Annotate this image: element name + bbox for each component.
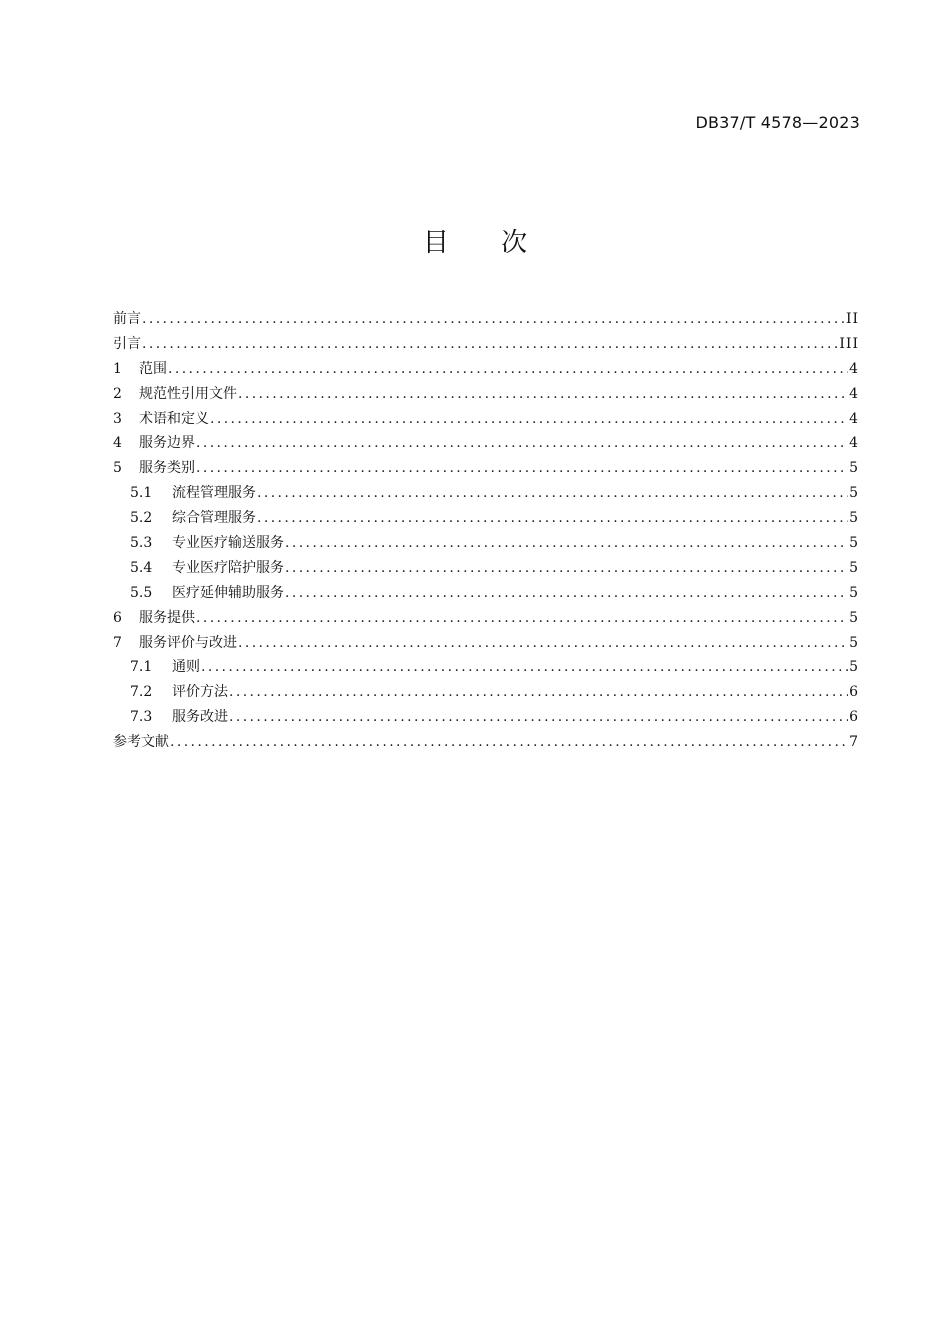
toc-entry-number: 5.5 (130, 584, 153, 601)
toc-dot-leader (229, 680, 848, 705)
toc-entry-page: 4 (849, 385, 859, 402)
toc-entry[interactable] (113, 680, 859, 705)
toc-dot-leader (238, 382, 848, 407)
toc-entry-label: 范围 (139, 360, 167, 377)
toc-entry-page: 4 (849, 360, 859, 377)
toc-entry-page: 5 (849, 510, 859, 527)
toc-entry-page: III (839, 335, 859, 352)
toc-entry-label: 通则 (172, 659, 200, 676)
toc-entry-label: 规范性引用文件 (139, 385, 237, 402)
toc-entry[interactable] (113, 382, 859, 407)
toc-entry-label: 综合管理服务 (172, 510, 256, 527)
toc-entry-page: 7 (849, 734, 859, 751)
toc-entry-page: 5 (849, 634, 859, 651)
toc-entry-label: 前言 (113, 311, 141, 327)
toc-entry-number: 7.1 (130, 659, 153, 676)
toc-entry-number: 4 (113, 435, 122, 452)
toc-entry-label: 评价方法 (172, 684, 228, 701)
toc-entry[interactable] (113, 606, 859, 631)
toc-entry-number: 7 (113, 634, 122, 651)
toc-dot-leader (168, 357, 848, 382)
toc-dot-leader (257, 481, 848, 506)
toc-entry-page: 5 (849, 535, 859, 552)
toc-entry[interactable] (113, 730, 859, 755)
toc-entry-number: 5.1 (130, 485, 153, 502)
toc-entry[interactable] (113, 631, 859, 656)
toc-entry-number: 1 (113, 360, 122, 377)
toc-dot-leader (196, 606, 848, 631)
toc-entry[interactable] (113, 407, 859, 432)
toc-dot-leader (142, 332, 838, 357)
toc-entry-page: 6 (849, 684, 859, 701)
toc-dot-leader (285, 556, 848, 581)
toc-entry[interactable] (113, 531, 859, 556)
toc-entry[interactable] (113, 332, 859, 357)
toc-dot-leader (196, 431, 848, 456)
toc-dot-leader (238, 631, 848, 656)
toc-entry-number: 5.3 (130, 535, 153, 552)
toc-entry-label: 服务提供 (139, 609, 195, 626)
toc-dot-leader (142, 307, 845, 332)
toc-entry-label: 服务评价与改进 (139, 634, 237, 651)
toc-entry-number: 7.2 (130, 684, 153, 701)
toc-dot-leader (196, 456, 848, 481)
toc-entry-label: 专业医疗陪护服务 (172, 559, 284, 576)
toc-dot-leader (201, 655, 848, 680)
toc-entry-label: 引言 (113, 335, 141, 352)
toc-dot-leader (257, 506, 848, 531)
toc-entry-number: 3 (113, 410, 122, 427)
toc-entry-label: 服务类别 (139, 460, 195, 477)
toc-entry-page: II (845, 311, 859, 327)
toc-entry-label: 服务边界 (139, 435, 195, 452)
toc-entry-page: 5 (849, 659, 859, 676)
toc-entry-number: 5.4 (130, 559, 153, 576)
toc-entry[interactable] (113, 655, 859, 680)
toc-entry-label: 术语和定义 (139, 410, 209, 427)
toc-entry-number: 2 (113, 385, 122, 402)
toc-entry-page: 5 (849, 584, 859, 601)
toc-entry[interactable] (113, 456, 859, 481)
toc-dot-leader (285, 531, 848, 556)
toc-dot-leader (170, 730, 848, 755)
toc-entry[interactable] (113, 357, 859, 382)
toc-entry[interactable] (113, 431, 859, 456)
page-title: 目 次 (422, 228, 550, 258)
toc-entry[interactable] (113, 705, 859, 730)
toc-entry-page: 5 (849, 485, 859, 502)
toc-entry[interactable] (113, 481, 859, 506)
toc-entry-page: 4 (849, 410, 859, 427)
toc-entry-number: 6 (113, 609, 122, 626)
toc-entry-label: 服务改进 (172, 709, 228, 726)
toc-entry[interactable] (113, 506, 859, 531)
toc-entry-page: 6 (849, 709, 859, 726)
toc-entry-label: 参考文献 (113, 734, 169, 751)
toc-entry[interactable] (113, 581, 859, 606)
toc-entry-number: 5 (113, 460, 122, 477)
toc-entry-page: 4 (849, 435, 859, 452)
toc-entry[interactable] (113, 307, 859, 332)
toc-entry-number: 7.3 (130, 709, 153, 726)
toc-entry-label: 医疗延伸辅助服务 (172, 584, 284, 601)
toc-entry[interactable] (113, 556, 859, 581)
toc-entry-label: 专业医疗输送服务 (172, 535, 284, 552)
toc-dot-leader (285, 581, 848, 606)
toc-dot-leader (210, 407, 848, 432)
toc-entry-page: 5 (849, 609, 859, 626)
toc-entry-page: 5 (849, 559, 859, 576)
toc-dot-leader (229, 705, 848, 730)
toc-entry-page: 5 (849, 460, 859, 477)
toc-entry-number: 5.2 (130, 510, 153, 527)
table-of-contents (113, 307, 859, 755)
document-code: DB37/T 4578—2023 (695, 113, 860, 132)
toc-entry-label: 流程管理服务 (172, 485, 256, 502)
